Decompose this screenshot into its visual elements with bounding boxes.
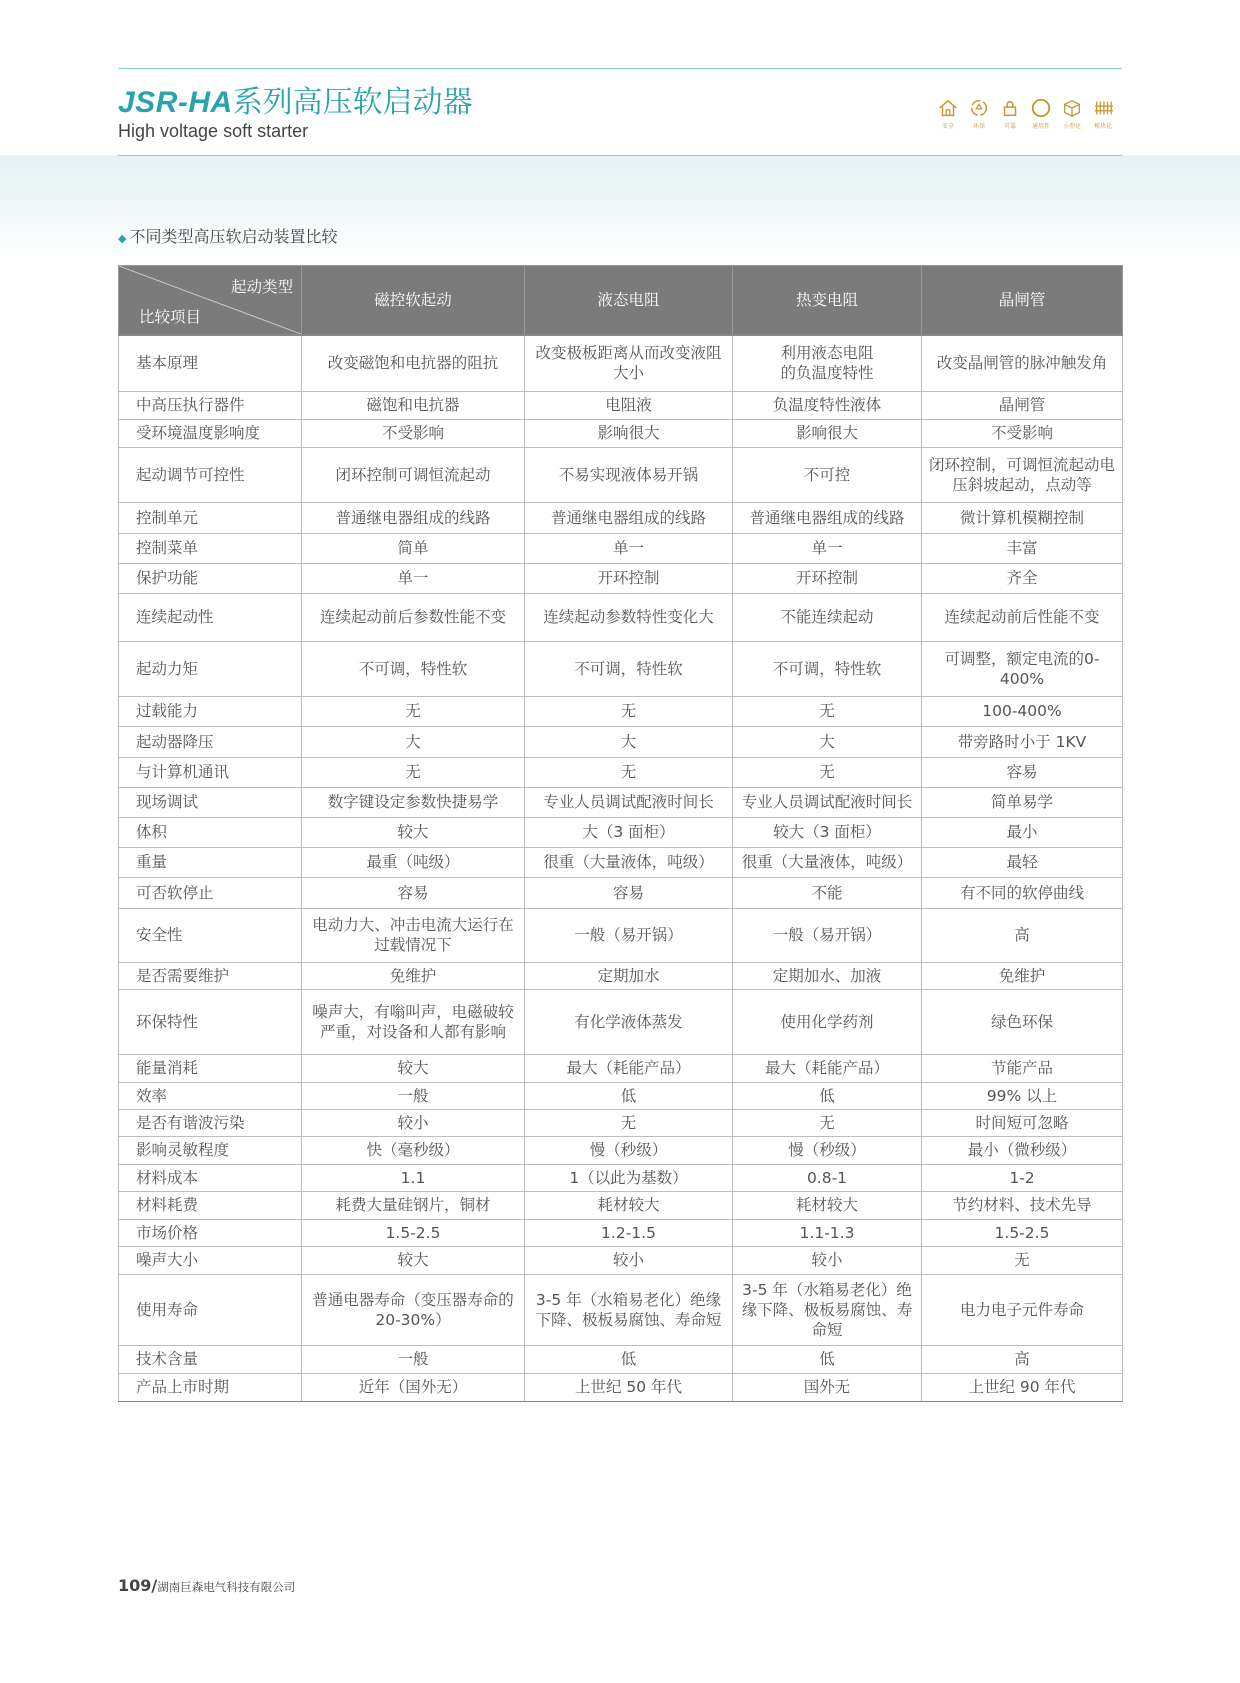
row-label: 是否有谐波污染 [119,1109,302,1136]
row-label: 重量 [119,847,302,877]
table-cell: 不可调，特性软 [733,641,922,696]
table-cell: 100-400% [922,696,1123,726]
table-cell: 无 [733,757,922,787]
row-label: 使用寿命 [119,1274,302,1345]
table-row [119,787,1123,817]
table-cell: 上世纪 50 年代 [525,1373,733,1401]
table-cell: 晶闸管 [922,391,1123,419]
table-cell: 电力电子元件寿命 [922,1274,1123,1345]
title-brand: JSR-HA [118,86,233,119]
table-cell: 单一 [733,533,922,563]
table-cell: 1.5-2.5 [302,1219,525,1246]
table-cell: 电阻液 [525,391,733,419]
table-cell: 低 [525,1082,733,1109]
table-cell: 有不同的软停曲线 [922,877,1123,908]
table-cell: 较小 [302,1109,525,1136]
row-label: 材料耗费 [119,1191,302,1219]
table-cell: 开环控制 [525,563,733,593]
table-cell: 不可控 [733,447,922,502]
row-label: 环保特性 [119,989,302,1054]
row-label: 体积 [119,817,302,847]
corner-bottom-label: 比较项目 [139,308,202,326]
column-header: 液态电阻 [525,266,733,336]
corner-header-cell [119,266,302,336]
feature-compact [1058,97,1086,130]
table-row [119,533,1123,563]
table-cell: 低 [733,1082,922,1109]
row-label: 是否需要维护 [119,962,302,989]
table-cell: 普通继电器组成的线路 [733,502,922,533]
feature-modular [1089,97,1117,130]
table-cell: 容易 [302,877,525,908]
table-row [119,1345,1123,1373]
table-row [119,877,1123,908]
page-number: 109/ [118,1576,158,1595]
table-cell: 慢（秒级） [733,1136,922,1164]
table-cell: 数字键设定参数快捷易学 [302,787,525,817]
row-label: 材料成本 [119,1164,302,1191]
table-cell: 单一 [302,563,525,593]
table-cell: 改变磁饱和电抗器的阻抗 [302,335,525,391]
table-row [119,962,1123,989]
row-label: 控制菜单 [119,533,302,563]
row-label: 中高压执行器件 [119,391,302,419]
row-label: 保护功能 [119,563,302,593]
row-label: 能量消耗 [119,1054,302,1082]
table-cell: 有化学液体蒸发 [525,989,733,1054]
table-cell: 闭环控制可调恒流起动 [302,447,525,502]
box-icon [1061,97,1083,119]
table-cell: 连续起动参数特性变化大 [525,593,733,641]
table-row [119,1373,1123,1401]
modules-icon [1092,97,1114,119]
footer [118,1576,295,1595]
table-cell: 较小 [733,1246,922,1274]
table-cell: 使用化学药剂 [733,989,922,1054]
table-row [119,1219,1123,1246]
row-label: 产品上市时期 [119,1373,302,1401]
feature-reliable [996,97,1024,130]
table-cell: 电动力大、冲击电流大运行在过载情况下 [302,908,525,962]
table-cell: 3-5 年（水箱易老化）绝缘下降、极板易腐蚀、寿命短 [525,1274,733,1345]
table-cell: 很重（大量液体，吨级） [525,847,733,877]
table-cell: 磁饱和电抗器 [302,391,525,419]
feature-label: 通用性 [1031,123,1050,130]
table-cell: 近年（国外无） [302,1373,525,1401]
table-cell: 不能连续起动 [733,593,922,641]
table-cell: 丰富 [922,533,1123,563]
row-label: 噪声大小 [119,1246,302,1274]
feature-label: 环保 [972,123,985,130]
table-cell: 最重（吨级） [302,847,525,877]
table-cell: 不受影响 [922,419,1123,447]
company-name: 湖南巨森电气科技有限公司 [157,1580,296,1594]
feature-eco [965,97,993,130]
table-cell: 较小 [525,1246,733,1274]
corner-top-label: 起动类型 [230,278,293,296]
table-cell: 定期加水、加液 [733,962,922,989]
table-cell: 1.1-1.3 [733,1219,922,1246]
comparison-table [118,265,1123,1402]
table-cell: 无 [922,1246,1123,1274]
feature-general [1027,97,1055,130]
column-header: 晶闸管 [922,266,1123,336]
header-bottom-rule [118,155,1122,156]
column-header: 磁控软起动 [302,266,525,336]
table-cell: 耗费大量硅钢片，铜材 [302,1191,525,1219]
table-cell: 低 [525,1345,733,1373]
table-cell: 无 [302,757,525,787]
table-cell: 最轻 [922,847,1123,877]
row-label: 受环境温度影响度 [119,419,302,447]
row-label: 可否软停止 [119,877,302,908]
table-cell: 免维护 [302,962,525,989]
table-cell: 闭环控制，可调恒流起动电压斜坡起动，点动等 [922,447,1123,502]
table-row [119,1246,1123,1274]
table-cell: 利用液态电阻 的负温度特性 [733,335,922,391]
row-label: 效率 [119,1082,302,1109]
table-row [119,696,1123,726]
table-cell: 低 [733,1345,922,1373]
table-row [119,1274,1123,1345]
table-cell: 不可调，特性软 [302,641,525,696]
table-cell: 大（3 面柜） [525,817,733,847]
table-cell: 绿色环保 [922,989,1123,1054]
table-cell: 连续起动前后性能不变 [922,593,1123,641]
header-band [0,155,1240,265]
table-cell: 普通继电器组成的线路 [525,502,733,533]
table-cell: 免维护 [922,962,1123,989]
table-row [119,1109,1123,1136]
row-label: 安全性 [119,908,302,962]
table-cell: 噪声大，有嗡叫声，电磁破较严重，对设备和人都有影响 [302,989,525,1054]
table-cell: 带旁路时小于 1KV [922,726,1123,757]
table-cell: 节能产品 [922,1054,1123,1082]
table-cell: 单一 [525,533,733,563]
table-cell: 一般（易开锅） [733,908,922,962]
table-cell: 上世纪 90 年代 [922,1373,1123,1401]
table-cell: 齐全 [922,563,1123,593]
table-row [119,563,1123,593]
table-cell: 改变晶闸管的脉冲触发角 [922,335,1123,391]
diamond-icon: ◆ [118,232,127,245]
table-cell: 3-5 年（水箱易老化）绝缘下降、极板易腐蚀、寿命短 [733,1274,922,1345]
table-row [119,1191,1123,1219]
table-row [119,726,1123,757]
row-label: 起动力矩 [119,641,302,696]
table-cell: 影响很大 [525,419,733,447]
table-cell: 无 [302,696,525,726]
feature-safety [934,97,962,130]
row-label: 起动器降压 [119,726,302,757]
table-row [119,1054,1123,1082]
row-label: 现场调试 [119,787,302,817]
feature-icons [934,97,1117,130]
table-cell: 较大（3 面柜） [733,817,922,847]
table-row [119,593,1123,641]
table-cell: 较大 [302,817,525,847]
table-cell: 高 [922,1345,1123,1373]
table-cell: 专业人员调试配液时间长 [733,787,922,817]
table-cell: 0.8-1 [733,1164,922,1191]
row-label: 连续起动性 [119,593,302,641]
table-cell: 容易 [525,877,733,908]
row-label: 基本原理 [119,335,302,391]
table-row [119,1136,1123,1164]
table-cell: 普通电器寿命（变压器寿命的 20-30%） [302,1274,525,1345]
table-cell: 很重（大量液体，吨级） [733,847,922,877]
table-cell: 快（毫秒级） [302,1136,525,1164]
house-icon [937,97,959,119]
table-cell: 不能 [733,877,922,908]
table-row [119,989,1123,1054]
table-cell: 普通继电器组成的线路 [302,502,525,533]
table-cell: 慢（秒级） [525,1136,733,1164]
table-cell: 负温度特性液体 [733,391,922,419]
table-cell: 最大（耗能产品） [525,1054,733,1082]
table-row [119,335,1123,391]
table-cell: 1-2 [922,1164,1123,1191]
feature-label: 安全 [941,123,954,130]
table-row [119,641,1123,696]
table-row [119,447,1123,502]
table-cell: 专业人员调试配液时间长 [525,787,733,817]
header-top-rule [118,68,1122,69]
table-cell: 99% 以上 [922,1082,1123,1109]
table-cell: 不易实现液体易开锅 [525,447,733,502]
table-cell: 简单 [302,533,525,563]
table-cell: 最小 [922,817,1123,847]
row-label: 与计算机通讯 [119,757,302,787]
table-body [119,335,1123,1401]
table-cell: 无 [525,757,733,787]
table-cell: 简单易学 [922,787,1123,817]
table-cell: 无 [525,696,733,726]
title-main [118,86,473,120]
table-cell: 高 [922,908,1123,962]
table-cell: 最大（耗能产品） [733,1054,922,1082]
table-cell: 国外无 [733,1373,922,1401]
table-cell: 改变极板距离从而改变液阻大小 [525,335,733,391]
table-cell: 耗材较大 [733,1191,922,1219]
table-cell: 开环控制 [733,563,922,593]
column-header: 热变电阻 [733,266,922,336]
table-cell: 可调整，额定电流的0-400% [922,641,1123,696]
title-subtitle: High voltage soft starter [118,121,309,141]
row-label: 技术含量 [119,1345,302,1373]
table-cell: 连续起动前后参数性能不变 [302,593,525,641]
table-cell: 大 [733,726,922,757]
table-cell: 一般 [302,1345,525,1373]
table-cell: 较大 [302,1246,525,1274]
table-cell: 1.1 [302,1164,525,1191]
table-cell: 微计算机模糊控制 [922,502,1123,533]
page-title [118,86,473,142]
table-cell: 节约材料、技术先导 [922,1191,1123,1219]
recycle-icon [968,97,990,119]
lock-icon [999,97,1021,119]
table-row [119,1082,1123,1109]
table-row [119,1164,1123,1191]
feature-label: 模块化 [1093,123,1112,130]
table-cell: 大 [302,726,525,757]
table-row [119,817,1123,847]
table-cell: 无 [733,1109,922,1136]
table-cell: 1（以此为基数） [525,1164,733,1191]
table-cell: 不可调，特性软 [525,641,733,696]
table-cell: 无 [525,1109,733,1136]
table-cell: 一般（易开锅） [525,908,733,962]
table-cell: 1.2-1.5 [525,1219,733,1246]
table-cell: 不受影响 [302,419,525,447]
table-cell: 时间短可忽略 [922,1109,1123,1136]
section-title-text: 不同类型高压软启动装置比较 [129,227,338,246]
table-cell: 容易 [922,757,1123,787]
row-label: 市场价格 [119,1219,302,1246]
row-label: 控制单元 [119,502,302,533]
table-cell: 大 [525,726,733,757]
table-row [119,391,1123,419]
table-row [119,419,1123,447]
table-header-row [119,266,1123,336]
circle-icon [1030,97,1052,119]
table-cell: 影响很大 [733,419,922,447]
section-title [118,224,337,247]
feature-label: 可靠 [1003,123,1016,130]
table-row [119,757,1123,787]
table-cell: 较大 [302,1054,525,1082]
table-cell: 耗材较大 [525,1191,733,1219]
row-label: 过载能力 [119,696,302,726]
row-label: 起动调节可控性 [119,447,302,502]
table-cell: 无 [733,696,922,726]
table-row [119,502,1123,533]
table-cell: 定期加水 [525,962,733,989]
feature-label: 小型化 [1062,123,1081,130]
table-cell: 一般 [302,1082,525,1109]
table-cell: 最小（微秒级） [922,1136,1123,1164]
title-rest: 系列高压软启动器 [232,86,473,119]
table-row [119,847,1123,877]
row-label: 影响灵敏程度 [119,1136,302,1164]
table-row [119,908,1123,962]
table-cell: 1.5-2.5 [922,1219,1123,1246]
